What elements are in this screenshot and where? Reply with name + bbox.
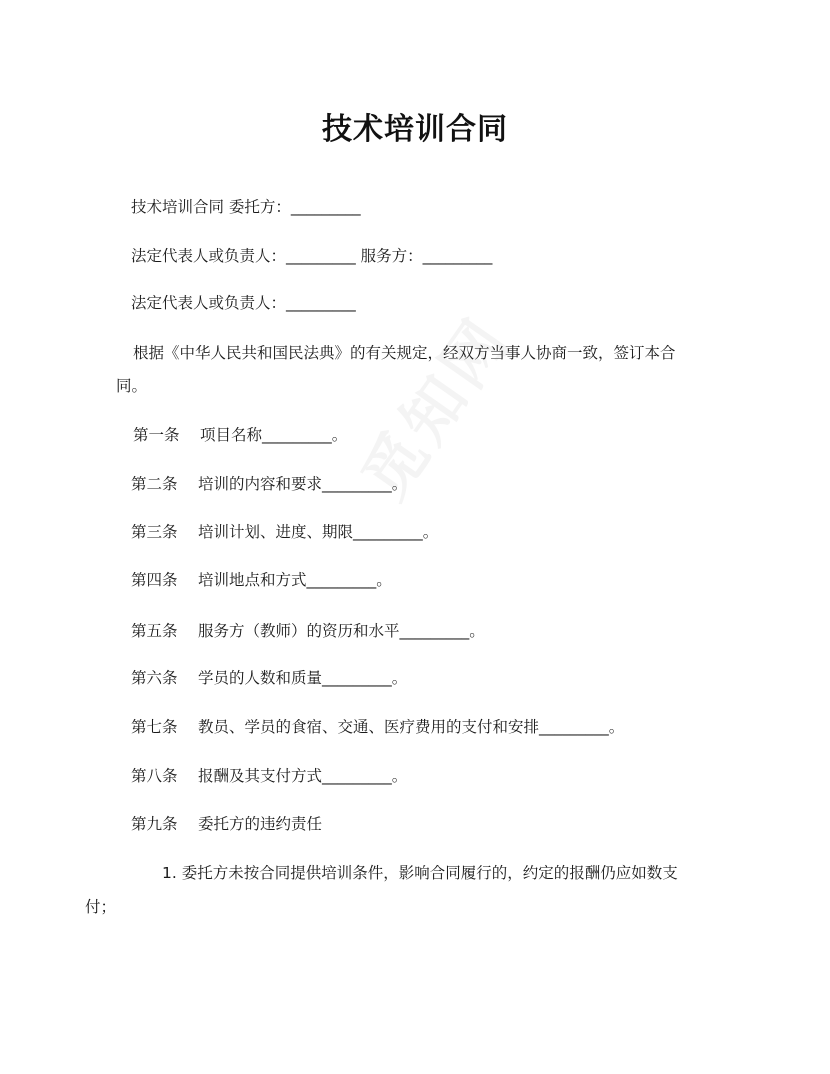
article-6 (131, 666, 407, 688)
document-title: 技术培训合同 (322, 112, 508, 147)
article-text: 学员的人数和质量_________。 (198, 669, 408, 687)
article-9 (131, 812, 322, 834)
article-number: 第九条 (131, 815, 178, 833)
article-number: 第三条 (131, 523, 178, 541)
article-number: 第七条 (131, 718, 178, 736)
article-4 (131, 568, 392, 590)
article-number: 第六条 (131, 669, 178, 687)
article-8 (131, 764, 407, 786)
article-number: 第四条 (131, 571, 178, 589)
intro-paragraph-line1: 根据《中华人民共和国民法典》的有关规定，经双方当事人协商一致，签订本合 (133, 344, 676, 362)
article-text: 项目名称_________。 (200, 426, 348, 444)
article-5 (131, 619, 485, 641)
article-number: 第五条 (131, 622, 178, 640)
article-7 (131, 715, 624, 737)
article-number: 第二条 (131, 475, 178, 493)
article-1 (133, 423, 347, 445)
header-line-representative: 法定代表人或负责人：_________ (131, 294, 356, 312)
article-number: 第一条 (133, 426, 180, 444)
article-text: 报酬及其支付方式_________。 (198, 767, 408, 785)
article-text: 培训地点和方式_________。 (198, 571, 392, 589)
article-text: 服务方（教师）的资历和水平_________。 (198, 622, 485, 640)
header-line-representative-provider: 法定代表人或负责人：_________ 服务方：_________ (131, 247, 493, 265)
header-line-client: 技术培训合同 委托方：_________ (131, 198, 361, 216)
article-text: 教员、学员的食宿、交通、医疗费用的支付和安排_________。 (198, 718, 625, 736)
article-text: 委托方的违约责任 (198, 815, 323, 833)
article-text: 培训计划、进度、期限_________。 (198, 523, 439, 541)
article-2 (131, 472, 407, 494)
intro-paragraph-line2: 同。 (116, 377, 148, 395)
article-number: 第八条 (131, 767, 178, 785)
clause-1-line1: 1. 委托方未按合同提供培训条件，影响合同履行的，约定的报酬仍应如数支 (162, 864, 678, 882)
article-text: 培训的内容和要求_________。 (198, 475, 408, 493)
clause-1-line2: 付； (85, 898, 117, 916)
article-3 (131, 520, 438, 542)
